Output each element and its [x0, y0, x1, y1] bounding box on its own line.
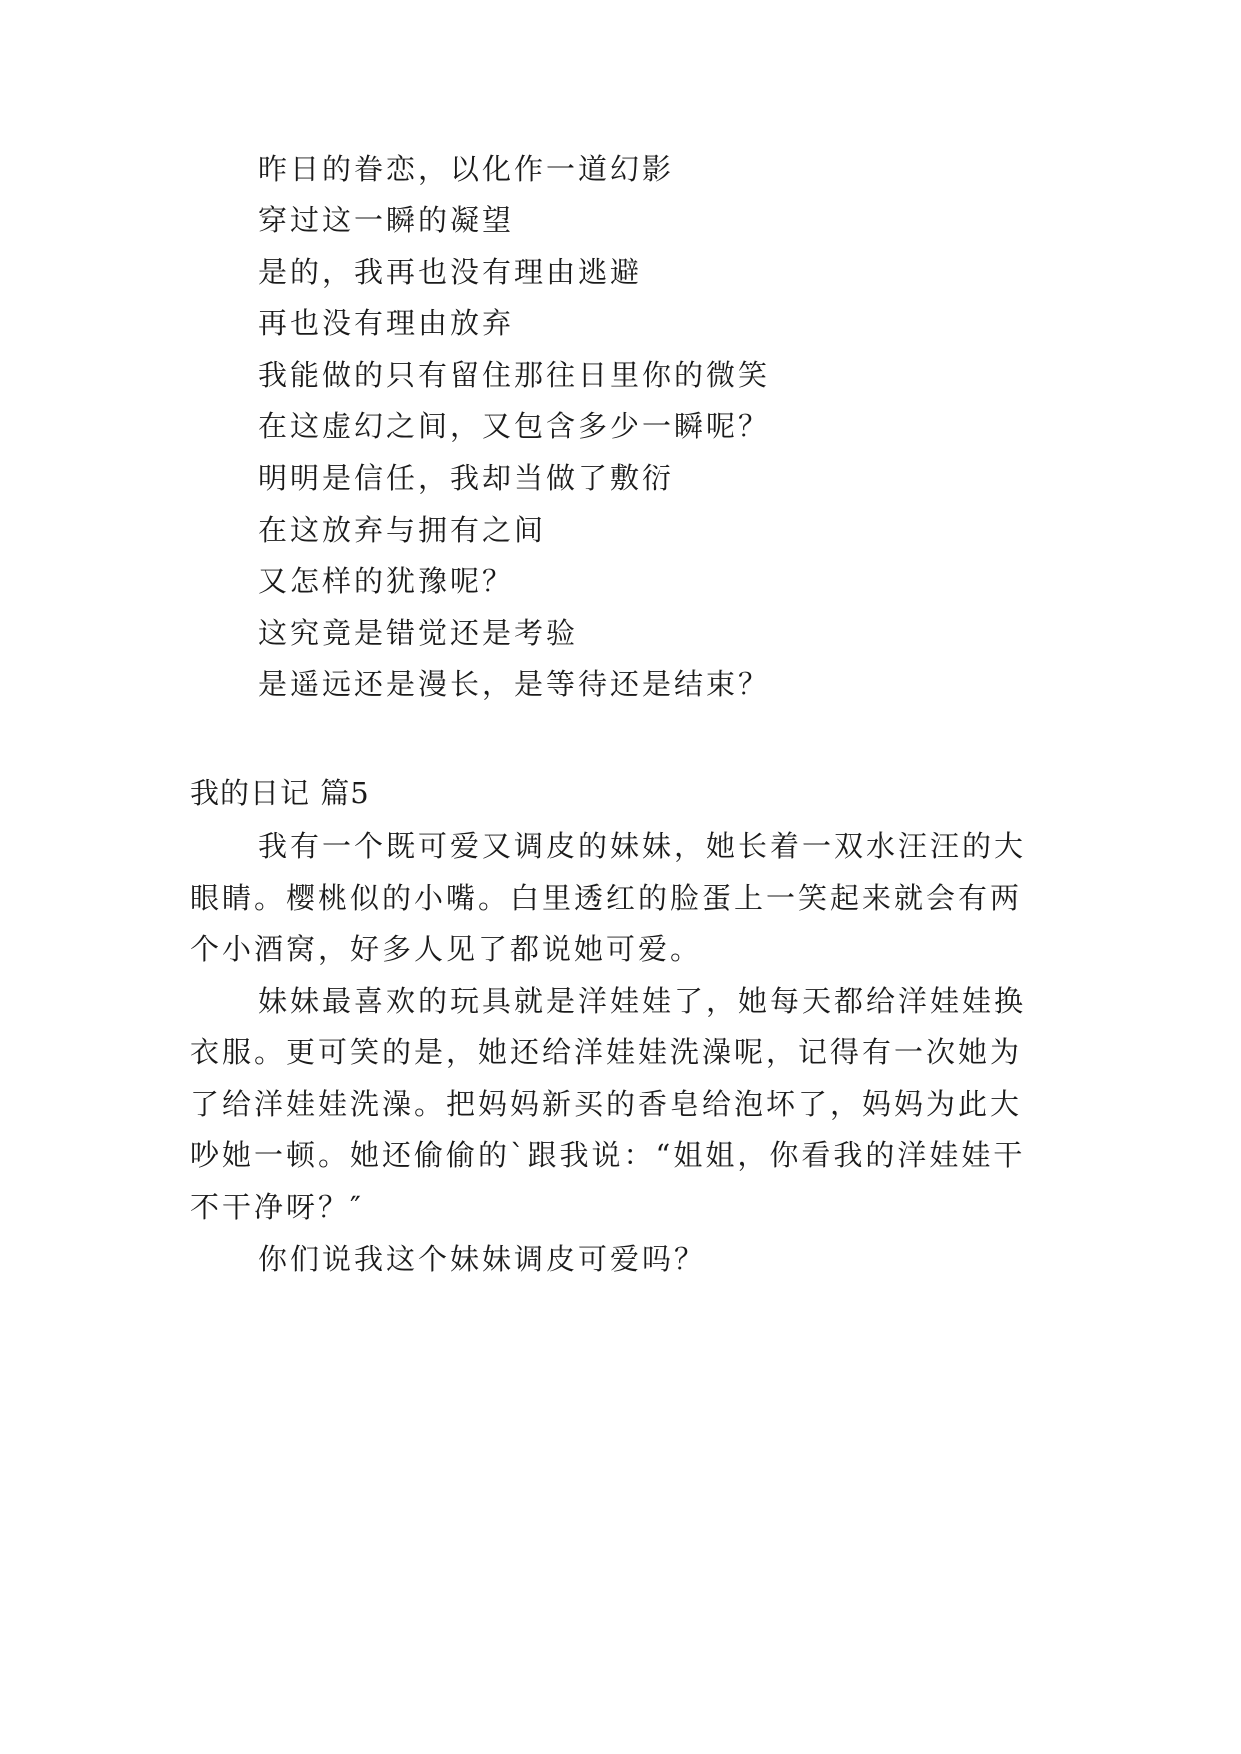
- paragraph-line: 了给洋娃娃洗澡。把妈妈新买的香皂给泡坏了，妈妈为此大: [190, 1087, 1023, 1121]
- poem-line: 在这放弃与拥有之间: [258, 513, 547, 547]
- paragraph-line: 个小酒窝，好多人见了都说她可爱。: [190, 932, 703, 966]
- poem-line: 再也没有理由放弃: [258, 306, 515, 340]
- paragraph-line: 我有一个既可爱又调皮的妹妹，她长着一双水汪汪的大: [258, 829, 1027, 863]
- poem-line: 这究竟是错觉还是考验: [258, 616, 579, 650]
- paragraph-line: 你们说我这个妹妹调皮可爱吗？: [258, 1242, 707, 1276]
- paragraph-line: 衣服。更可笑的是，她还给洋娃娃洗澡呢，记得有一次她为: [190, 1035, 1023, 1069]
- paragraph-line: 吵她一顿。她还偷偷的`跟我说：“姐姐，你看我的洋娃娃干: [190, 1138, 1026, 1172]
- poem-line: 又怎样的犹豫呢？: [258, 564, 515, 598]
- section-heading: 我的日记 篇5: [190, 776, 370, 810]
- poem-line: 昨日的眷恋，以化作一道幻影: [258, 152, 675, 186]
- poem-line: 是遥远还是漫长，是等待还是结束？: [258, 667, 771, 701]
- paragraph-line: 眼睛。樱桃似的小嘴。白里透红的脸蛋上一笑起来就会有两: [190, 881, 1023, 915]
- poem-line: 在这虚幻之间，又包含多少一瞬呢？: [258, 409, 771, 443]
- poem-line: 明明是信任，我却当做了敷衍: [258, 461, 675, 495]
- poem-line: 是的，我再也没有理由逃避: [258, 255, 643, 289]
- paragraph-line: 不干净呀？″: [190, 1190, 364, 1224]
- poem-line: 穿过这一瞬的凝望: [258, 203, 515, 237]
- poem-line: 我能做的只有留住那往日里你的微笑: [258, 358, 771, 392]
- paragraph-line: 妹妹最喜欢的玩具就是洋娃娃了，她每天都给洋娃娃换: [258, 984, 1027, 1018]
